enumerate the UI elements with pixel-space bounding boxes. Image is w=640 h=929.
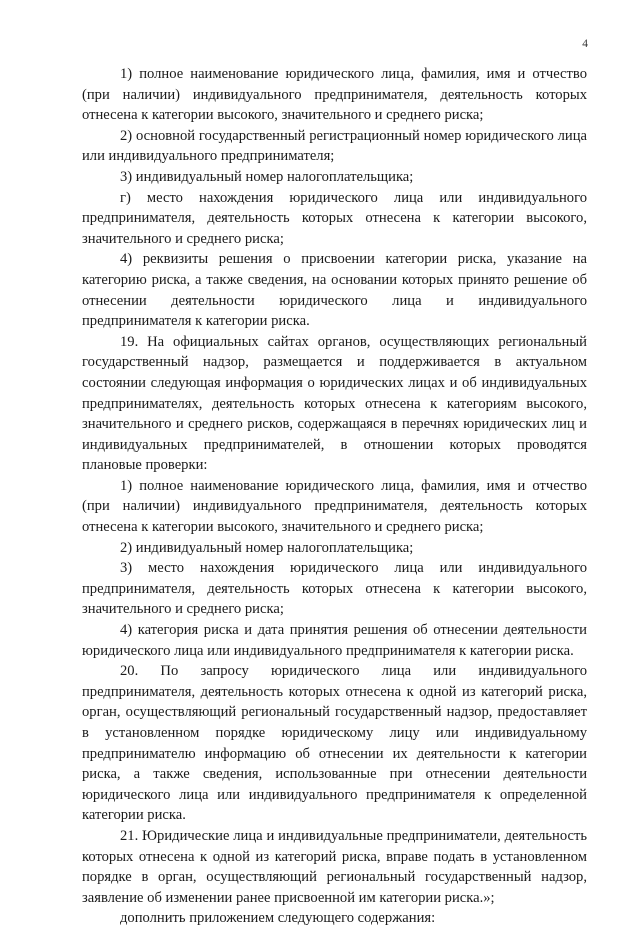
paragraph-clause-19-item-1: 1) полное наименование юридического лица, фамилия, имя и отчество (при наличии) индивидуального предпринимателя, деятельность которых отнесена к категории высокого, значительного и среднего риска; bbox=[82, 477, 587, 536]
paragraph-clause-19-item-3: 3) место нахождения юридического лица или индивидуального предпринимателя, деятельность которых отнесена к категории высокого, значительного и среднего риска; bbox=[82, 560, 587, 618]
paragraph-clause-19: 19. На официальных сайтах органов, осуществляющих региональный государственный надзор, размещается и поддерживается в актуальном состоянии следующая информация о юридических лицах и об индивидуальных предпринимателях, деятельность которых отнесена к категориям высокого, значительного и среднего рисков, содержащаяся в перечнях юридических лиц и индивидуальных предпринимателей, в отношении которых проводятся плановые проверки: bbox=[82, 333, 587, 474]
paragraph-clause-20: 20. По запросу юридического лица или индивидуального предпринимателя, деятельность которых отнесена к одной из категорий риска, орган, осуществляющий региональный государственный надзор, предоставляет в установленном порядке юридическому лицу или индивидуальному предпринимателю информацию об отнесении их деятельности к категории риска, а также сведения, использованные при отнесении деятельности юридического лица или индивидуального предпринимателя к определенной категории риска. bbox=[82, 663, 587, 824]
document-body bbox=[82, 64, 587, 929]
paragraph-item-4-decision-details: 4) реквизиты решения о присвоении категории риска, указание на категорию риска, а также сведения, на основании которых принято решение об отнесении деятельности юридического лица и индивидуального предпринимателя к категории риска. bbox=[82, 251, 587, 330]
paragraph-clause-19-item-2: 2) индивидуальный номер налогоплательщика; bbox=[120, 539, 414, 556]
paragraph-item-3-taxpayer-number: 3) индивидуальный номер налогоплательщика; bbox=[120, 168, 414, 185]
paragraph-item-2-registration-number: 2) основной государственный регистрационный номер юридического лица или индивидуального предпринимателя; bbox=[82, 127, 587, 165]
paragraph-item-g-location: г) место нахождения юридического лица или индивидуального предпринимателя, деятельность которых отнесена к категории высокого, значительного и среднего риска; bbox=[82, 189, 587, 247]
paragraph-item-1-full-name: 1) полное наименование юридического лица, фамилия, имя и отчество (при наличии) индивидуального предпринимателя, деятельность которых отнесена к категории высокого, значительного и среднего риска; bbox=[82, 66, 587, 124]
page-number: 4 bbox=[582, 38, 588, 50]
paragraph-clause-21: 21. Юридические лица и индивидуальные предприниматели, деятельность которых отнесена к одной из категорий риска, вправе подать в установленном порядке в орган, осуществляющий региональный государственный надзор, заявление об изменении ранее присвоенной им категории риска.»; bbox=[82, 827, 587, 906]
paragraph-clause-19-item-4: 4) категория риска и дата принятия решения об отнесении деятельности юридического лица или индивидуального предпринимателя к категории риска. bbox=[82, 622, 587, 659]
paragraph-appendix-intro: дополнить приложением следующего содержания: bbox=[120, 910, 436, 927]
